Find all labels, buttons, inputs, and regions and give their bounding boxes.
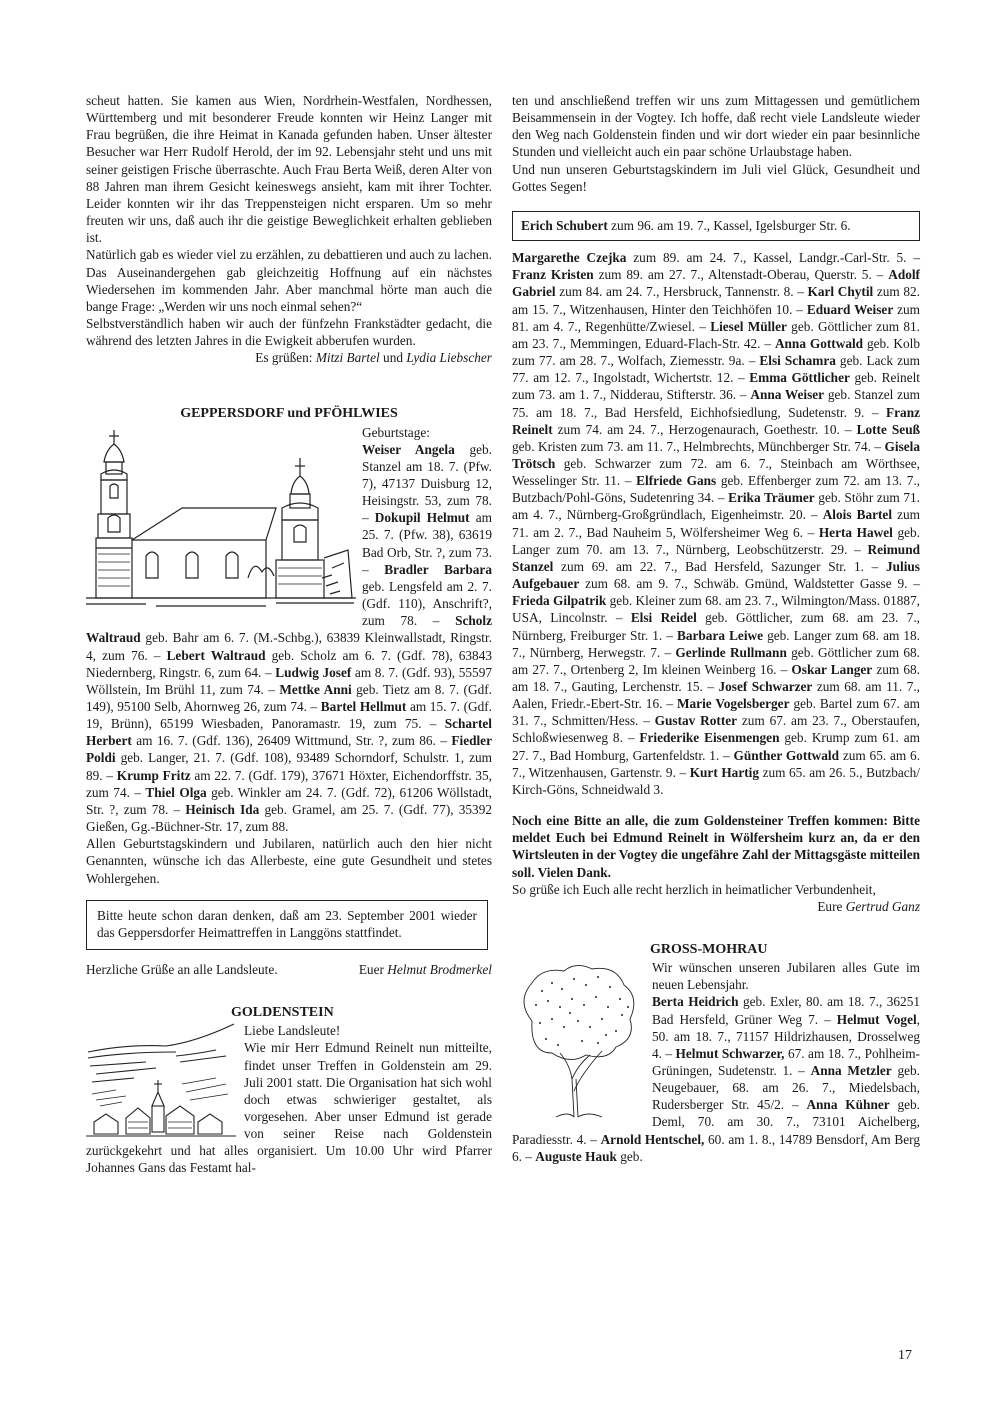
entry-text-8: am 15. 7. (Gdf. 19, Brünn), 65199 Wiesbaden, Panoramastr. 19, zum 75. – [86,699,492,732]
birthday-text-3: zum 84. am 24. 7., Hersbruck, Tannenstr. 8. – [555,284,808,300]
entry-name-8: Bartel Hellmut [320,699,407,714]
birthday-text-27: zum 67. am 23. 7., Oberstaufen, Schloßwiesenweg 8. – [512,713,920,746]
birthday-text-15: geb. Stöhr zum 71. am 4. 7., Nürnberg-Großgründlach, Eigenheimstr. 20. – [512,490,920,523]
birthday-name-25: Josef Schwarzer [718,679,813,694]
birthday-name-5: Eduard Weiser [806,301,894,317]
entry-text-3: geb. Lengsfeld am 2. 7. (Gdf. 110), Anschrift?, zum 78. – [362,578,492,629]
goldenstein-salutation: Liebe Landsleute! [244,1023,341,1039]
birthday-text-1: zum 89. am 24. 7., Kassel, Landgr.-Carl-Str. 5. – [626,250,920,266]
entry-text-9: am 16. 7. (Gdf. 136), 26409 Wittmund, Str. ?, zum 86. – [131,733,452,749]
birthday-text-12: geb. Kristen zum 73. am 11. 7., Helmbrechts, Münchberger Str. 74. – [512,438,885,454]
greeting-and: und [379,350,407,366]
birthday-name-14: Elfriede Gans [636,473,717,489]
entry-text-6: am 8. 7. (Gdf. 93), 55597 Wöllstein, Im Brühl 11, zum 74. – [86,664,492,697]
entry-text-12: geb. Winkler am 24. 7. (Gdf. 72), 61206 Wöllstadt, Str. ?, zum 78. – [86,784,492,817]
birthday-name-2: Franz Kristen [512,267,594,283]
schubert-entry [521,217,911,234]
mohrau-name-1: Berta Heidrich [652,994,739,1010]
birthday-text-8: geb. Lack zum 77. am 12. 7., Ingolstadt, Wichertstr. 12. – [512,353,920,386]
entry-name-1: Weiser Angela [362,441,455,457]
signature-prefix: Euer [358,962,388,978]
brodmerkel-signature [359,961,492,978]
farewell-paragraph [512,881,920,914]
birthday-text-13: geb. Schwarzer zum 72. am 6. 7., Steinbach am Wörthsee, Wesselinger Str. 11. – [512,455,920,489]
church-illustration [86,428,356,613]
mohrau-name-3: Helmut Schwarzer, [675,1045,785,1061]
entry-text-5: geb. Scholz am 6. 7. (Gdf. 78), 63843 Niedernberg, Ringstr. 6, zum 64. – [86,647,492,680]
signature-name: Helmut Brodmerkel [387,962,492,978]
mohrau-text-1: geb. Exler, 80. am 18. 7., 36251 Bad Hersfeld, Grüner Weg 7. – [652,994,920,1027]
village-drawing-icon [86,1022,236,1140]
entry-name-11: Krump Fritz [116,767,191,783]
birthday-name-12: Lotte Seuß [856,421,920,437]
birthday-name-16: Alois Bartel [822,507,893,523]
second-paragraph: Natürlich gab es wieder viel zu erzählen, zu debattieren und auch zu lachen. Das Auseinandergehen gab gleichzeitig Hoffnung auf ein nächstes Wiedersehen im kommenden Jahr. Aber manchmal hörte man auch die bange Frage: „Werden wir uns noch einmal sehen?“ [86,247,492,314]
mohrau-text-4: geb. Neugebauer, 68. am 26. 7., Miedelsbach, Rudersberger Str. 45/2. – [652,1062,920,1113]
birthday-name-4: Karl Chytil [807,284,874,300]
birthday-text-14: geb. Effenberger zum 72. am 13. 7., Butzbach/Pohl-Göns, Sudetenring 34. – [512,473,920,506]
entry-text-4: geb. Bahr am 6. 7. (M.-Schbg.), 63839 Kleinwallstadt, Ringstr. 4, zum 76. – [86,630,492,663]
entry-text-13: geb. Gramel, am 25. 7. (Gdf. 77), 35392 Gießen, Gg.-Büchner-Str. 17, zum 88. [86,801,492,835]
tree-drawing-icon [512,961,642,1119]
third-paragraph-text: Selbstverständlich haben wir auch der fünfzehn Frankstädter gedacht, die während des letzten Jahres in die Ewigkeit abberufen wurden. [86,316,492,349]
geppersdorf-subheading: Geburtstage: [362,424,430,440]
birthday-text-16: zum 71. am 2. 7., Bad Nauheim 5, Wölfersheimer Weg 6. – [512,507,920,540]
birthday-name-20: Frieda Gilpatrik [512,593,607,609]
birthday-text-29: zum 65. am 6. 7., Witzenhausen, Gartenstr. 9. – [512,747,921,780]
birthday-name-21: Elsi Reidel [630,610,697,626]
birthday-text-26: geb. Bartel zum 67. am 31. 7., Schmitten/Hess. – [512,696,921,729]
entry-text-2: am 25. 7. (Pfw. 38), 63619 Bad Orb, Str. ?, zum 73. – [362,510,492,577]
birthday-name-27: Gustav Rotter [654,713,738,729]
mohrau-name-4: Anna Metzler [810,1062,892,1078]
mohrau-name-2: Helmut Vogel [836,1011,917,1027]
birthday-name-18: Reimund Stanzel [512,541,920,574]
schubert-box [512,211,920,241]
schubert-name: Erich Schubert [521,217,608,233]
church-drawing-icon [86,428,356,613]
birthday-text-22: geb. Langer zum 68. am 18. 7., Nürnberg, Herwegstr. 7. – [512,627,920,660]
goldenstein-continuation: ten und anschließend treffen wir uns zum Mittagessen und gemütlichem Beisammensein in der Vogtey. Ich hoffe, daß recht viele Landsleute wieder den Weg nach Goldenstein finden und wir dort wieder ein paar besinnliche Stunden und vielleicht auch ein paar schöne Urlaubstage haben. [512,93,920,160]
birthday-name-11: Franz Reinelt [512,404,920,437]
entry-name-10: Fiedler Poldi [86,733,492,766]
mohrau-name-7: Auguste Hauk [535,1148,617,1164]
regards-text: Herzliche Grüße an alle Landsleute. [86,962,278,978]
schubert-text: zum 96. am 19. 7., Kassel, Igelsburger Str. 6. [607,217,851,233]
entry-name-7: Mettke Anni [279,681,352,697]
farewell-text: So grüße ich Euch alle recht herzlich in heimatlicher Verbundenheit, [512,881,876,897]
birthday-text-11: zum 74. am 24. 7., Herzogenaurach, Goethestr. 10. – [552,421,857,437]
entry-text-7: geb. Tietz am 8. 7. (Gdf. 149), 95100 Selb, Ahornweg 26, zum 74. – [86,681,492,714]
birthday-text-30: zum 65. am 26. 5., Butzbach/ Kirch-Göns, Schneidwald 3. [512,764,920,797]
birthday-text-5: zum 81. am 4. 7., Regenhütte/Zwiesel. – [512,301,920,334]
birthday-text-10: geb. Stanzel zum 75. am 18. 7., Bad Hersfeld, Eichhofsiedlung, Sudetenstr. 9. – [512,387,921,420]
mohrau-text-5: geb. Deml, 70. am 30. 7., 73101 Aichelberg, Paradiesstr. 4. – [512,1097,920,1147]
geppersdorf-heading: GEPPERSDORF und PFÖHLWIES [180,405,398,421]
greeting-signature [255,349,492,366]
birthday-text-19: zum 68. am 9. 7., Schwäb. Gmünd, Waldstetter Gasse 9. – [579,576,920,592]
ganz-name: Gertrud Ganz [845,898,920,914]
birthday-name-13: Gisela Trötsch [512,438,920,471]
birthday-text-6: geb. Göttlicher zum 81. am 23. 7., Memmingen, Eduard-Flach-Str. 42. – [512,318,920,351]
entry-text-11: am 22. 7. (Gdf. 179), 37671 Höxter, Eichendorffstr. 35, zum 74. – [86,767,493,800]
tree-illustration [512,961,642,1119]
birthday-name-28: Friederike Eisenmengen [639,730,780,746]
greeting-name-2: Lydia Liebscher [406,350,492,366]
birthday-text-21: geb. Göttlicher, zum 68. am 23. 7., Nürnberg, Freiburger Str. 1. – [512,610,920,643]
birthday-name-26: Marie Vogelsberger [676,696,790,712]
goldenstein-heading: GOLDENSTEIN [231,1005,334,1021]
geppersdorf-regards [86,961,492,978]
entry-name-13: Heinisch Ida [185,801,260,817]
entry-name-5: Lebert Waltraud [166,647,266,663]
birthday-text-18: zum 69. am 22. 7., Bad Hersfeld, Sazunger Str. 1. – [553,558,886,574]
birthday-name-19: Julius Aufgebauer [512,558,920,592]
mohrau-text-3: 67. am 18. 7., Pohlheim-Grüningen, Sudetenstr. 1. – [652,1045,920,1078]
entry-name-6: Ludwig Josef [275,664,352,680]
intro-paragraph: scheut hatten. Sie kamen aus Wien, Nordrhein-Westfalen, Nordhessen, Württemberg und mit besonderer Freude konnten wir Heinz Langer mit Frau begrüßen, die ihre Heimat in Kanada gefunden haben. Unser ältester Besucher war Herr Rudolf Herold, der im 92. Lebensjahr steht und uns mit seiner geistigen Frische überraschte. Auch Frau Berta Weiß, deren Alter von 88 Jahren man ihrem Gesicht keineswegs ansieht, kam mit ihrer Tochter. Leider konnten wir ihr das Treppensteigen nicht ersparen. Um so mehr freuten wir uns, daß auch ihr die geistige Beweglichkeit erhalten geblieben ist. [86,93,492,246]
birthday-name-7: Anna Gottwald [774,335,864,351]
goldenstein-body: Wie mir Herr Edmund Reinelt nun mitteilte, findet unser Treffen in Goldenstein am 29. Juli 2001 statt. Die Organisation hat sich wohl doch etwas schwieriger gestaltet, als vorgesehen. Aber unser Edmund ist gerade von seiner Reise nach Goldenstein zurückgekehrt und hat alles organisiert. Um 10.00 Uhr wird Pfarrer Johannes Gans das Festamt hal- [86,1040,492,1176]
birthday-text-17: geb. Langer zum 70. am 13. 7., Nürnberg, Leobschützerstr. 29. – [512,524,920,557]
birthday-text-2: zum 89. am 27. 7., Altenstadt-Oberau, Querstr. 5. – [593,267,889,283]
entry-name-9: Schartel Herbert [86,716,492,749]
ganz-signature [817,898,920,915]
entry-name-4: Scholz Waltraud [86,613,492,646]
birthday-name-24: Oskar Langer [791,661,873,677]
mohrau-text-2: , 50. am 18. 7., 71157 Hildrizhausen, Drosselweg 4. – [652,1011,920,1061]
mohrau-name-6: Arnold Hentschel, [600,1131,705,1147]
birthday-text-24: zum 68. am 18. 7., Gauting, Lerchenstr. 15. – [512,661,920,694]
birthday-text-7: geb. Kolb zum 77. am 28. 7., Wolfach, Ziemesstr. 9a. – [512,335,920,369]
entry-text-1: geb. Stanzel am 18. 7. (Pfw. 7), 47137 Duisburg 12, Heisingstr. 53, zum 78. – [362,441,492,526]
birthday-text-20: geb. Kleiner zum 68. am 23. 7., Wilmington/Mass. 01887, USA, Lincolnstr. – [512,593,920,626]
birthday-name-15: Erika Träumer [728,490,815,506]
entry-name-3: Bradler Barbara [384,561,492,577]
birthday-name-30: Kurt Hartig [689,764,759,780]
gross-mohrau-heading: GROSS-MOHRAU [650,942,768,958]
geppersdorf-notice-box [86,900,488,950]
third-paragraph [86,315,492,366]
birthday-name-6: Liesel Müller [710,318,787,334]
geppersdorf-closing: Allen Geburtstagskindern und Jubilaren, natürlich auch den hier nicht Genannten, wünsche ich das Allerbeste, eine gute Gesundheit und stetes Wohlergehen. [86,836,492,886]
mohrau-text-6: 60. am 1. 8., 14789 Bensdorf, Am Berg 6. – [512,1131,921,1164]
birthday-name-10: Anna Weiser [750,387,825,403]
entry-name-2: Dokupil Helmut [374,510,470,526]
birthday-name-8: Elsi Schamra [759,353,836,369]
goldenstein-request: Noch eine Bitte an alle, die zum Goldensteiner Treffen kommen: Bitte meldet Euch bei Edmund Reinelt in Wölfersheim kurz an, da er den Wirtsleuten in der Vogtey die ungefähre Zahl der Mittagsgäste mitteilen soll. Vielen Dank. [512,813,920,880]
birthday-text-28: geb. Krump zum 61. am 27. 7., Bad Homburg, Gartenfeldstr. 1. – [512,730,920,763]
birthday-wishes: Und nun unseren Geburtstagskindern im Juli viel Glück, Gesundheit und Gottes Segen! [512,161,920,194]
birthday-name-1: Margarethe Czejka [512,250,627,266]
left-column [86,92,492,1177]
birthday-name-9: Emma Göttlicher [749,370,850,386]
page-number: 17 [898,1348,912,1363]
gross-mohrau-intro: Wir wünschen unseren Jubilaren alles Gute im neuen Lebensjahr. [652,960,920,993]
goldenstein-birthdays [512,249,920,798]
mohrau-text-7: geb. [616,1148,643,1164]
entry-text-10: geb. Langer, 21. 7. (Gdf. 108), 93489 Schorndorf, Schulstr. 1, zum 89. – [86,750,492,783]
right-column [512,92,920,1165]
entry-name-12: Thiel Olga [145,784,207,800]
greeting-text: Es grüßen: [255,350,316,366]
birthday-name-17: Herta Hawel [818,524,893,540]
birthday-text-23: geb. Göttlicher zum 68. am 27. 7., Ortenberg 2, Im kleinen Weinberg 16. – [512,644,920,677]
birthday-name-22: Barbara Leiwe [676,627,764,643]
mohrau-name-5: Anna Kühner [806,1097,890,1113]
ganz-prefix: Eure [817,898,846,914]
birthday-text-9: geb. Reinelt zum 73. am 1. 7., Nidderau, Stifterstr. 36. – [512,370,920,403]
birthday-name-3: Adolf Gabriel [512,267,920,300]
birthday-name-29: Günther Gottwald [733,747,840,763]
birthday-text-4: zum 82. am 15. 7., Witzenhausen, Hinter den Teichhöfen 10. – [512,284,920,317]
goldenstein-illustration [86,1022,236,1140]
birthday-name-23: Gerlinde Rullmann [675,644,787,660]
birthday-text-25: zum 68. am 11. 7., Aalen, Friedr.-Ebert-Str. 16. – [512,679,920,712]
geppersdorf-notice-text: Bitte heute schon daran denken, daß am 23. September 2001 wieder das Geppersdorfer Heimattreffen in Langgöns stattfindet. [97,907,477,940]
greeting-name-1: Mitzi Bartel [315,350,380,366]
